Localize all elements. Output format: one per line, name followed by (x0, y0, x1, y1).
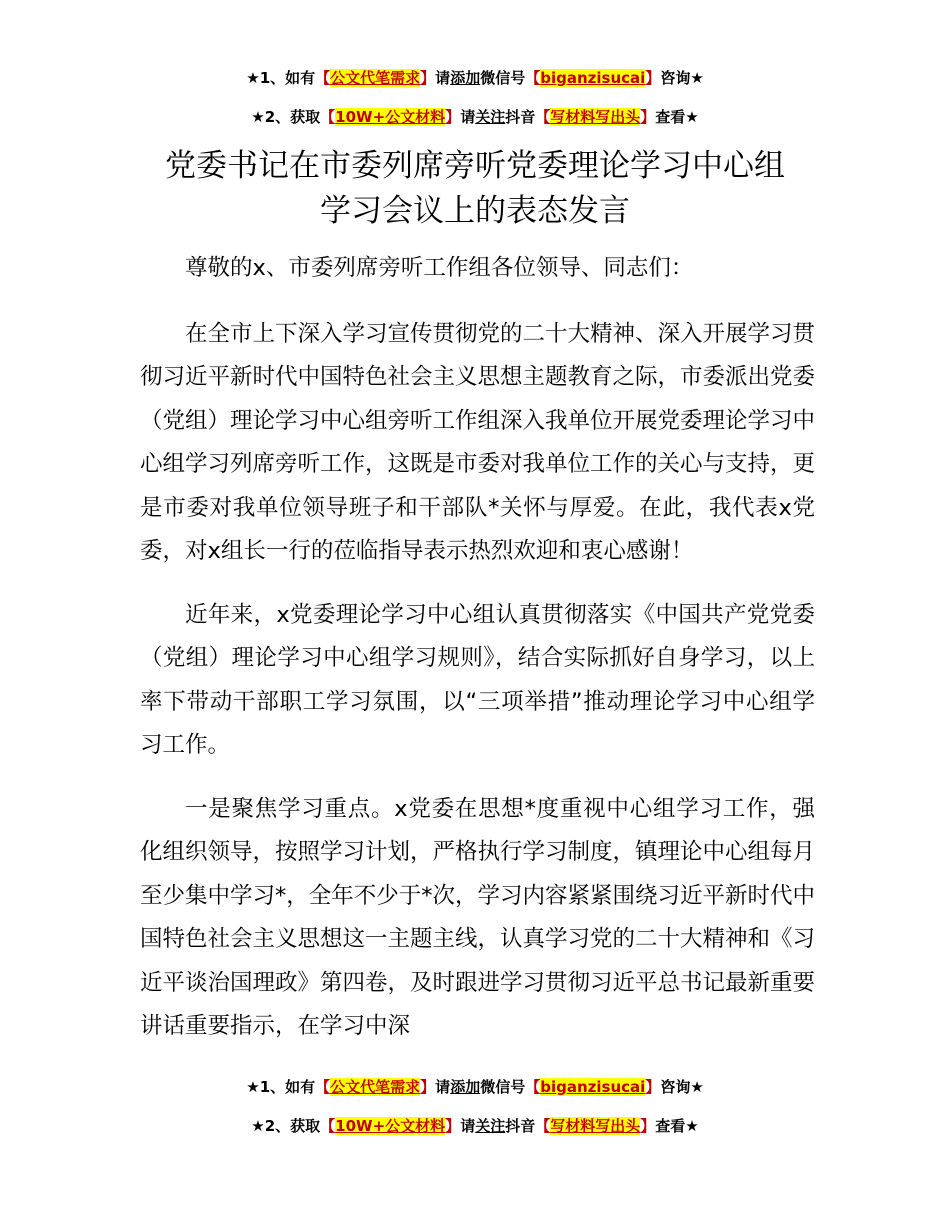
title-line-1: 党委书记在市委列席旁听党委理论学习中心组 (165, 148, 785, 184)
footer-ad-line-2: ★2、获取【10W+公文材料】请关注抖音【写材料写出头】查看★ (251, 1117, 699, 1135)
highlight-writing-service: 公文代笔需求 (330, 1078, 421, 1096)
paragraph-overview: 近年来，x党委理论学习中心组认真贯彻落实《中国共产党党委（党组）理论学习中心组学习规则》，结合实际抓好自身学习，以上率下带动干部职工学习氛围，以“三项举措”推动理论学习中心组学习工作。 (140, 601, 815, 758)
highlight-douyin-account: 写材料写出头 (550, 1117, 641, 1135)
paragraph-focus: 一是聚焦学习重点。x党委在思想*度重视中心组学习工作，强化组织领导，按照学习计划，严格执行学习制度，镇理论中心组每月至少集中学习*，全年不少于*次，学习内容紧紧围绕习近平新时代中国特色社会主义思想这一主题主线，认真学习党的二十大精神和《习近平谈治国理政》第四卷，及时跟进学习贯彻习近平总书记最新重要讲话重要指示，在学习中深 (140, 795, 816, 1039)
footer-ad-line-1: ★1、如有【公文代笔需求】请添加微信号【biganzisucai】咨询★ (246, 1078, 704, 1096)
salutation: 尊敬的x、市委列席旁听工作组各位领导、同志们： (185, 255, 694, 281)
title-line-2: 学习会议上的表态发言 (320, 193, 630, 229)
highlight-douyin-account: 写材料写出头 (550, 108, 641, 126)
document-body (140, 247, 815, 1069)
highlight-writing-service: 公文代笔需求 (330, 69, 421, 87)
highlight-wechat-id: biganzisucai (540, 1078, 646, 1096)
highlight-wechat-id: biganzisucai (540, 69, 646, 87)
header-ad-line-2: ★2、获取【10W+公文材料】请关注抖音【写材料写出头】查看★ (251, 108, 699, 126)
highlight-materials: 10W+公文材料 (335, 108, 446, 126)
paragraph-opening: 在全市上下深入学习宣传贯彻党的二十大精神、深入开展学习贯彻习近平新时代中国特色社会主义思想主题教育之际，市委派出党委（党组）理论学习中心组旁听工作组深入我单位开展党委理论学习中心组学习列席旁听工作，这既是市委对我单位工作的关心与支持，更是市委对我单位领导班子和干部队*关怀与厚爱。在此，我代表x党委，对x组长一行的莅临指导表示热烈欢迎和衷心感谢！ (140, 320, 816, 564)
header-ad-line-1: ★1、如有【公文代笔需求】请添加微信号【biganzisucai】咨询★ (246, 69, 704, 87)
highlight-materials: 10W+公文材料 (335, 1117, 446, 1135)
document-title (120, 144, 830, 234)
